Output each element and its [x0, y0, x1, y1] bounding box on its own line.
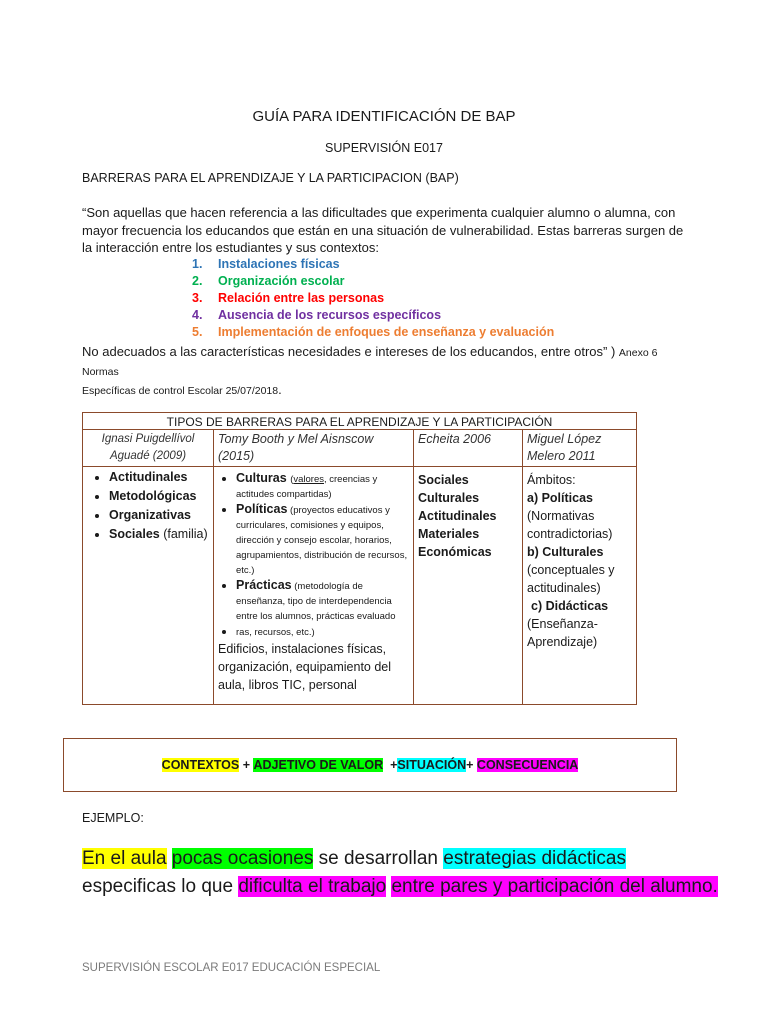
- context-item-3: 3. Relación entre las personas: [192, 291, 385, 305]
- author-cell: Miguel López Melero 2011: [523, 430, 637, 467]
- list-item: • Sociales (familia): [109, 525, 209, 544]
- example-consequence: entre pares y participación del alumno.: [391, 876, 718, 897]
- ambito-c: c) Didácticas: [531, 599, 609, 613]
- ambito-a-desc: (Normativas contradictorias): [527, 509, 613, 541]
- col4-cell: [523, 467, 637, 705]
- list-item: • Culturas (valores, creencias y actitudes compartidas): [236, 471, 409, 501]
- formula-box: [63, 738, 677, 792]
- list-item: • ras, recursos, etc.): [236, 624, 409, 639]
- page-footer: SUPERVISIÓN ESCOLAR E017 EDUCACIÓN ESPECIAL: [82, 962, 381, 974]
- example-label: EJEMPLO:: [82, 811, 144, 825]
- list-item: • Políticas (proyectos educativos y curriculares, comisiones y equipos, dirección y consejo escolar, horarios, agrupamientos, distribución de recursos, etc.): [236, 502, 409, 577]
- example-text: [167, 848, 172, 869]
- formula-situacion: SITUACIÓN: [397, 758, 467, 772]
- example-text: especificas lo que: [82, 876, 239, 897]
- example-adjective: pocas ocasiones: [171, 848, 314, 869]
- ambito-a: a) Políticas: [527, 491, 593, 505]
- author-cell: Echeita 2006: [414, 430, 523, 467]
- list-item: • Actitudinales: [109, 468, 209, 487]
- col3-cell: [414, 467, 523, 705]
- formula-plus: +: [383, 758, 398, 772]
- col1-cell: [83, 467, 214, 705]
- ambitos-label: Ámbitos:: [527, 473, 576, 487]
- example-text: se desarrollan: [313, 848, 444, 869]
- formula-plus: +: [466, 758, 477, 772]
- list-item: • Prácticas (metodología de enseñanza, tipo de interdependencia entre los alumnos, prácticas evaluado: [236, 578, 409, 623]
- section-heading: BARRERAS PARA EL APRENDIZAJE Y LA PARTICIPACION (BAP): [82, 171, 459, 185]
- list-item: • Organizativas: [109, 506, 209, 525]
- ambito-b-desc: (conceptuales y actitudinales): [527, 563, 615, 595]
- context-item-4: 4. Ausencia de los recursos específicos: [192, 308, 442, 322]
- example-sentence: [82, 845, 722, 901]
- document-title: GUÍA PARA IDENTIFICACIÓN DE BAP: [252, 108, 516, 125]
- context-item-1: 1. Instalaciones físicas: [192, 257, 340, 271]
- context-item-2: 2. Organización escolar: [192, 274, 345, 288]
- list-item: Materiales: [418, 527, 480, 541]
- list-item: Culturales: [418, 491, 480, 505]
- author-cell: Ignasi Puigdellívol Aguadé (2009): [83, 430, 214, 467]
- col2-footer-text: Edificios, instalaciones físicas, organización, equipamiento del aula, libros TIC, personal: [218, 642, 392, 692]
- document-subtitle: SUPERVISIÓN E017: [325, 141, 443, 155]
- example-consequence: dificulta el trabajo: [238, 876, 387, 897]
- formula-plus: +: [239, 758, 254, 772]
- formula-consecuencia: CONSECUENCIA: [476, 758, 579, 772]
- list-item: • Metodológicas: [109, 487, 209, 506]
- bap-types-table: [82, 412, 637, 705]
- table-header: TIPOS DE BARRERAS PARA EL APRENDIZAJE Y LA PARTICIPACIÓN: [83, 413, 637, 430]
- context-item-5: 5. Implementación de enfoques de enseñanza y evaluación: [192, 325, 555, 339]
- list-item: Actitudinales: [418, 509, 497, 523]
- definition-quote: “Son aquellas que hacen referencia a las dificultades que experimenta cualquier alumno o alumna, con mayor frecuencia los educandos que están en una situación de vulnerabilidad. Estas barreras surgen de la interacción entre los estudiantes y sus contextos:: [82, 205, 684, 255]
- list-item: Económicas: [418, 545, 492, 559]
- list-item: Sociales: [418, 473, 469, 487]
- author-cell: Tomy Booth y Mel Aisnscow (2015): [214, 430, 414, 467]
- ambito-c-desc: (Enseñanza-Aprendizaje): [527, 617, 598, 649]
- col2-cell: [214, 467, 414, 705]
- ambito-b: b) Culturales: [527, 545, 604, 559]
- formula-adjetivo: ADJETIVO DE VALOR: [253, 758, 384, 772]
- example-situation: estrategias didácticas: [443, 848, 626, 869]
- closing-paragraph: No adecuados a las características necesidades e intereses de los educandos, entre otros” ) Anexo 6 Normas Específicas de control Escolar 25/07/2018.: [82, 344, 658, 397]
- context-list: [192, 256, 554, 341]
- formula-contextos: CONTEXTOS: [161, 758, 240, 772]
- example-context: En el aula: [82, 848, 167, 869]
